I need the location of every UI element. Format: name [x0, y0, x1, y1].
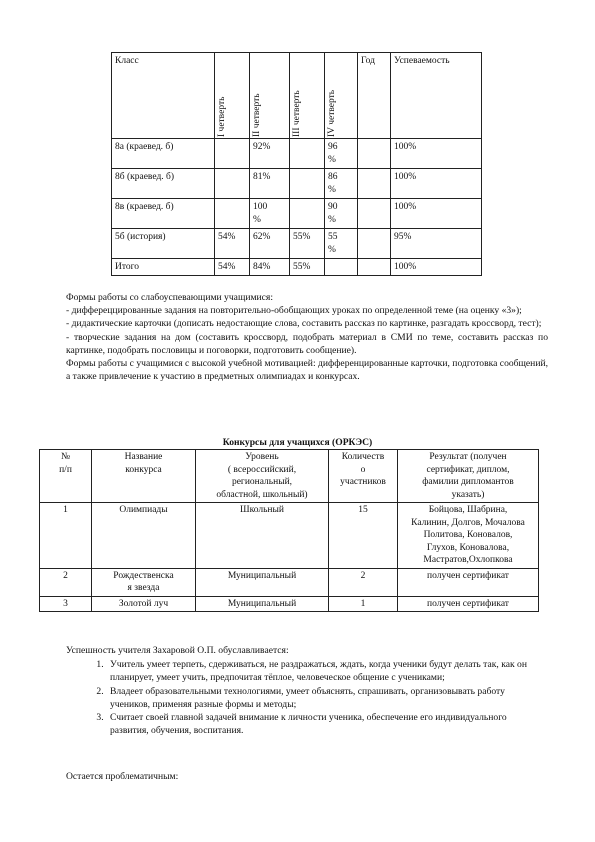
contests-header-level: Уровень ( всероссийский, региональный, областной, школьный) — [196, 450, 329, 503]
work-forms-section — [66, 291, 548, 383]
header-q4 — [325, 53, 358, 139]
header-year: Год — [358, 53, 391, 139]
grades-cell-q1: 54% — [215, 259, 250, 276]
weak-students-heading: Формы работы со слабоуспевающими учащимися: — [66, 292, 274, 303]
grades-row — [112, 169, 482, 199]
grades-cell-q1 — [215, 199, 250, 229]
grades-row — [112, 139, 482, 169]
grades-cell-perf: 100% — [391, 259, 482, 276]
contest-cell-count: 2 — [329, 568, 398, 596]
contest-row — [40, 503, 539, 569]
contest-row — [40, 596, 539, 612]
weak-item-1: - диффереццированные задания на повторительно-обобщающих уроках по определенной теме (на оценку «3»); — [66, 305, 522, 317]
grades-cell-class: Итого — [112, 259, 215, 276]
success-item-2: 2. Владеет образовательными технологиями, умеет объяснять, спрашивать, организовывать работу учеников, применяя разные формы и методы; — [106, 685, 546, 711]
contests-header-row — [40, 450, 539, 503]
contest-cell-level: Школьный — [196, 503, 329, 569]
contests-header-num: № п/п — [40, 450, 92, 503]
grades-cell-year — [358, 169, 391, 199]
success-list — [66, 658, 546, 737]
header-class: Класс — [112, 53, 215, 139]
grades-cell-q2: 84% — [250, 259, 290, 276]
grades-cell-class: 5б (история) — [112, 229, 215, 259]
contest-cell-name: Олимпиады — [92, 503, 196, 569]
contest-cell-name: Рождественска я звезда — [92, 568, 196, 596]
contests-header-count: Количеств о участников — [329, 450, 398, 503]
grades-cell-year — [358, 199, 391, 229]
success-item-1: 1. Учитель умеет терпеть, сдерживаться, не раздражаться, ждать, когда ученики будут делать так, как он планирует, умеет учить, предпочитая тёплое, человеческое общение с учениками; — [106, 658, 546, 684]
grades-cell-year — [358, 139, 391, 169]
grades-row — [112, 199, 482, 229]
grades-cell-q4: 90 % — [325, 199, 358, 229]
weak-item-2: - дидактические карточки (дописать недостающие слова, составить рассказ по картинке, разгадать кроссворд, тест); — [66, 318, 542, 330]
grades-cell-q3: 55% — [290, 259, 325, 276]
contest-cell-name: Золотой луч — [92, 596, 196, 612]
success-heading: Успешность учителя Захаровой О.П. обуславливается: — [66, 645, 289, 656]
success-section — [66, 644, 546, 737]
motivated-paragraph: Формы работы с учащимися с высокой учебной мотивацией: дифференцированные карточки, подготовка сообщений, а также привлечение к участию в предметных олимпиадах и конкурсах. — [66, 358, 548, 383]
grades-row — [112, 229, 482, 259]
contest-cell-count: 1 — [329, 596, 398, 612]
grades-cell-q4 — [325, 259, 358, 276]
contests-header-name: Название конкурса — [92, 450, 196, 503]
header-q4-label: IV четверть — [327, 89, 337, 137]
header-q1 — [215, 53, 250, 139]
grades-cell-q4: 86 % — [325, 169, 358, 199]
header-q2 — [250, 53, 290, 139]
problems-heading: Остается проблематичным: — [66, 771, 179, 782]
grades-cell-class: 8а (краевед. б) — [112, 139, 215, 169]
grades-cell-class: 8б (краевед. б) — [112, 169, 215, 199]
grades-cell-q2: 62% — [250, 229, 290, 259]
contests-header-result: Результат (получен сертификат, диплом, фамилии дипломантов указать) — [398, 450, 539, 503]
grades-cell-class: 8в (краевед. б) — [112, 199, 215, 229]
grades-cell-perf: 100% — [391, 169, 482, 199]
header-q3-label: III четверть — [292, 90, 302, 137]
grades-cell-q3 — [290, 139, 325, 169]
grades-row — [112, 259, 482, 276]
contest-cell-result: получен сертификат — [398, 596, 539, 612]
grades-cell-perf: 95% — [391, 229, 482, 259]
header-q1-label: I четверть — [217, 96, 227, 137]
grades-cell-q4: 96 % — [325, 139, 358, 169]
grades-cell-perf: 100% — [391, 139, 482, 169]
grades-cell-q3: 55% — [290, 229, 325, 259]
grades-cell-q1: 54% — [215, 229, 250, 259]
grades-cell-year — [358, 229, 391, 259]
grades-cell-q4: 55 % — [325, 229, 358, 259]
contests-title: Конкурсы для учащихся (ОРКЭС) — [222, 437, 373, 448]
grades-header-row — [112, 53, 482, 139]
weak-item-3: - творческие задания на дом (составить кроссворд, подобрать материал в СМИ по теме, составить рассказ по картинке, подобрать пословицы и поговорки, подготовить сообщение). — [66, 331, 548, 356]
contest-cell-num: 3 — [40, 596, 92, 612]
header-q2-label: II четверть — [252, 93, 262, 137]
grades-cell-year — [358, 259, 391, 276]
contest-cell-result: Бойцова, Шабрина, Калинин, Долгов, Мочалова Политова, Коновалов, Глухов, Коновалова, Мастратов,Охлопкова — [398, 503, 539, 569]
grades-cell-q2: 100 % — [250, 199, 290, 229]
contest-cell-count: 15 — [329, 503, 398, 569]
grades-cell-perf: 100% — [391, 199, 482, 229]
success-item-3: 3. Считает своей главной задачей внимание к личности ученика, обеспечение его индивидуального развития, обучения, воспитания. — [106, 711, 546, 737]
grades-cell-q2: 92% — [250, 139, 290, 169]
grades-cell-q2: 81% — [250, 169, 290, 199]
grades-table — [111, 52, 482, 276]
grades-cell-q1 — [215, 139, 250, 169]
contest-cell-level: Муниципальный — [196, 568, 329, 596]
header-q3 — [290, 53, 325, 139]
contests-table — [39, 449, 539, 612]
grades-cell-q1 — [215, 169, 250, 199]
contest-row — [40, 568, 539, 596]
grades-cell-q3 — [290, 199, 325, 229]
contest-cell-num: 2 — [40, 568, 92, 596]
header-performance: Успеваемость — [391, 53, 482, 139]
contest-cell-level: Муниципальный — [196, 596, 329, 612]
contest-cell-num: 1 — [40, 503, 92, 569]
grades-cell-q3 — [290, 169, 325, 199]
contest-cell-result: получен сертификат — [398, 568, 539, 596]
